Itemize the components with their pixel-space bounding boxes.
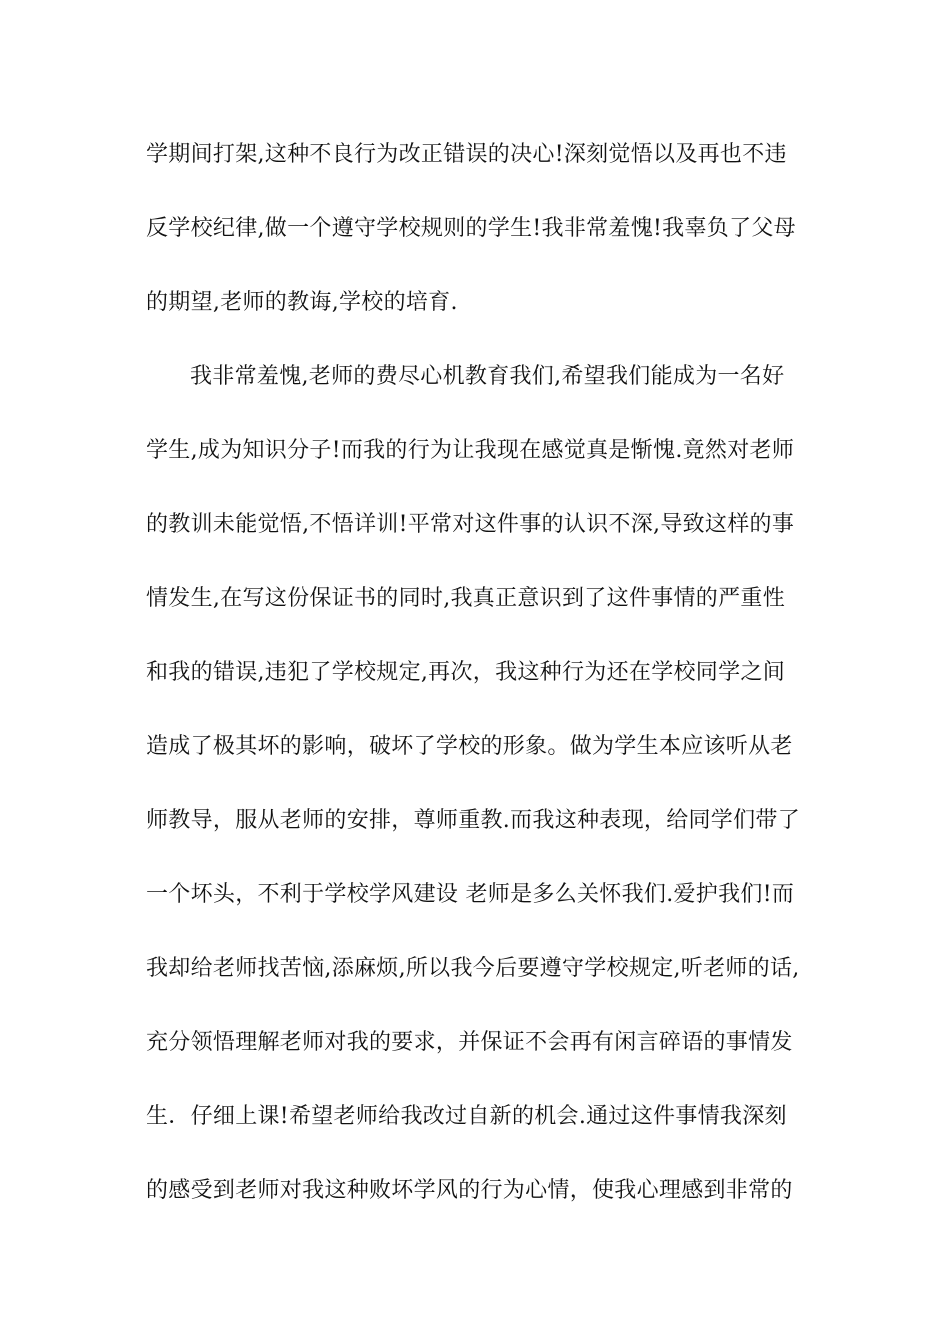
text-line: 充分领悟理解老师对我的要求，并保证不会再有闲言碎语的事情发 bbox=[146, 1030, 793, 1055]
text-line: 的感受到老师对我这种败坏学风的行为心情，使我心理感到非常的 bbox=[146, 1178, 793, 1203]
text-line: 情发生,在写这份保证书的同时,我真正意识到了这件事情的严重性 bbox=[146, 586, 785, 611]
paragraph-start-line: 我非常羞愧,老师的费尽心机教育我们,希望我们能成为一名好 bbox=[190, 364, 785, 389]
text-line: 造成了极其坏的影响，破坏了学校的形象。做为学生本应该听从老 bbox=[146, 734, 793, 759]
text-line: 反学校纪律,做一个遵守学校规则的学生!我非常羞愧!我辜负了父母 bbox=[146, 216, 796, 241]
text-line: 一个坏头，不利于学校学风建设 老师是多么关怀我们.爱护我们!而 bbox=[146, 882, 795, 907]
text-line: 学期间打架,这种不良行为改正错误的决心!深刻觉悟以及再也不违 bbox=[146, 142, 787, 167]
text-line: 的期望,老师的教诲,学校的培育. bbox=[146, 290, 458, 315]
text-line: 师教导，服从老师的安排，尊师重教.而我这种表现，给同学们带了 bbox=[146, 808, 800, 833]
text-line: 和我的错误,违犯了学校规定,再次，我这种行为还在学校同学之间 bbox=[146, 660, 785, 685]
text-line: 的教训未能觉悟,不悟详训!平常对这件事的认识不深,导致这样的事 bbox=[146, 512, 795, 537]
document-body bbox=[146, 133, 826, 1243]
text-line: 生．仔细上课!希望老师给我改过自新的机会.通过这件事情我深刻 bbox=[146, 1104, 787, 1129]
text-line: 学生,成为知识分子!而我的行为让我现在感觉真是惭愧.竟然对老师 bbox=[146, 438, 795, 463]
text-line: 我却给老师找苦恼,添麻烦,所以我今后要遵守学校规定,听老师的话, bbox=[146, 956, 800, 981]
